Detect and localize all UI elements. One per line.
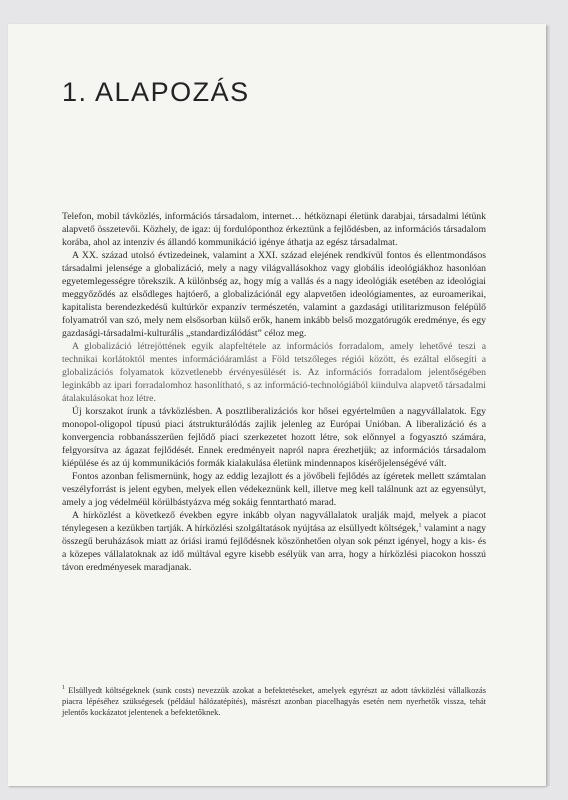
paragraph-6-before: A hírközlést a következő években egyre inkább olyan nagyvállalatok uralják majd, melyek a piacot ténylegesen a kezükben tartják. A hírközlési szolgáltatások nyújtása az elsüllyedt költségek, [62, 510, 486, 534]
paragraph-6 [62, 509, 486, 574]
paragraph-1: Telefon, mobil távközlés, információs társadalom, internet… hétköznapi életünk darabjai, társadalmi létünk alapvető összetevői. Közhely, de igaz: új fordulóponthoz érkeztünk a fejlődésben, az információs társadalom korába, ahol az intenzív és állandó kommunikáció igénye áthatja az egész társadalmat. [62, 211, 486, 248]
chapter-title: 1. ALAPOZÁS [62, 77, 250, 107]
paragraph-2: A XX. század utolsó évtizedeinek, valamint a XXI. század elejének rendkívül fontos és ellentmondásos társadalmi jelensége a globalizáció, mely a nagy világvallásokhoz vagy globális ideológiákhoz hasonlóan egyetemlegességre törekszik. A különbség az, hogy míg a vallás és a nagy ideológiák esetében az ideológiai meggyőződés az elsődleges hajtóerő, a globalizációnál egy alapvetően ideológiamentes, az euroamerikai, kapitalista berendezkedésű kultúrkör expanzív természetén, valamint a gazdasági utilitarizmuson felépülő folyamatról van szó, mely nem elsősorban külső erők, hanem inkább belső mozgatórugók eredménye, és egy gazdasági-társadalmi-kulturális „standardizálódást” céloz meg. [62, 250, 486, 339]
paragraph-6-after: valamint a nagy összegű beruházások miatt az óriási iramú fejlődésnek köszönhetően olyan sok pénzt igényel, hogy a kis- és a közepes vállalatoknak az idő múltával egyre kisebb esélyük van arra, hogy a hírközlési piacokon hosszú távon eredményesek maradjanak. [62, 523, 486, 573]
footnote-number: 1 [62, 685, 65, 692]
paragraph-4: Új korszakot írunk a távközlésben. A posztliberalizációs kor hősei egyértelműen a nagyvállalatok. Egy monopol-oligopol típusú piaci átstrukturálódás zajlik jelenleg az Európai Unióban. A liberalizáció és a konvergencia robbanásszerűen fejlődő piaci szerkezetet hozott létre, sok előnnyel a fogyasztó számára, felgyorsítva az ágazat fejlődését. Ennek eredményeit napról napra érezhetjük; az információs társadalom kiépülése és az új kommunikációs formák kialakulása életünk mindennapos kísérőjelenségévé vált. [62, 406, 486, 469]
paragraph-3: A globalizáció létrejöttének egyik alapfeltétele az információs forradalom, amely lehetővé teszi a technikai korlátoktól mentes információáramlást a Föld tetszőleges régiói között, és ezáltal elősegíti a globalizációs folyamatok közvetlenebb érvényesülését is. Az információs forradalom jelentőségében leginkább az ipari forradalomhoz hasonlítható, s az információ-technológiából kiindulva alapvető társadalmi átalakulásokat hoz létre. [62, 341, 486, 404]
paragraph-5: Fontos azonban felismernünk, hogy az eddig lezajlott és a jövőbeli fejlődés az ígéretek mellett számtalan veszélyforrást is jelent egyben, melyek ellen védekeznünk kell, illetve meg kell találnunk azt az egyensúlyt, amely a jog védelméül körülbástyázva még sokáig fenntartható marad. [62, 471, 486, 508]
footnote [62, 685, 486, 718]
body-text [62, 210, 486, 574]
footnote-reference[interactable]: 1 [418, 522, 422, 529]
page-edge-shadow [546, 26, 550, 786]
footnote-text: Elsüllyedt költségeknek (sunk costs) nevezzük azokat a befektetéseket, amelyek egyrészt az adott távközlési vállalkozás piacra lépéséhez szükségesek (például hálózatépítés), másrészt azonban piacelhagyás esetén nem nyerhetők vissza, tehát jelentős kockázatot jelentenek a befektetőknek. [62, 686, 486, 717]
